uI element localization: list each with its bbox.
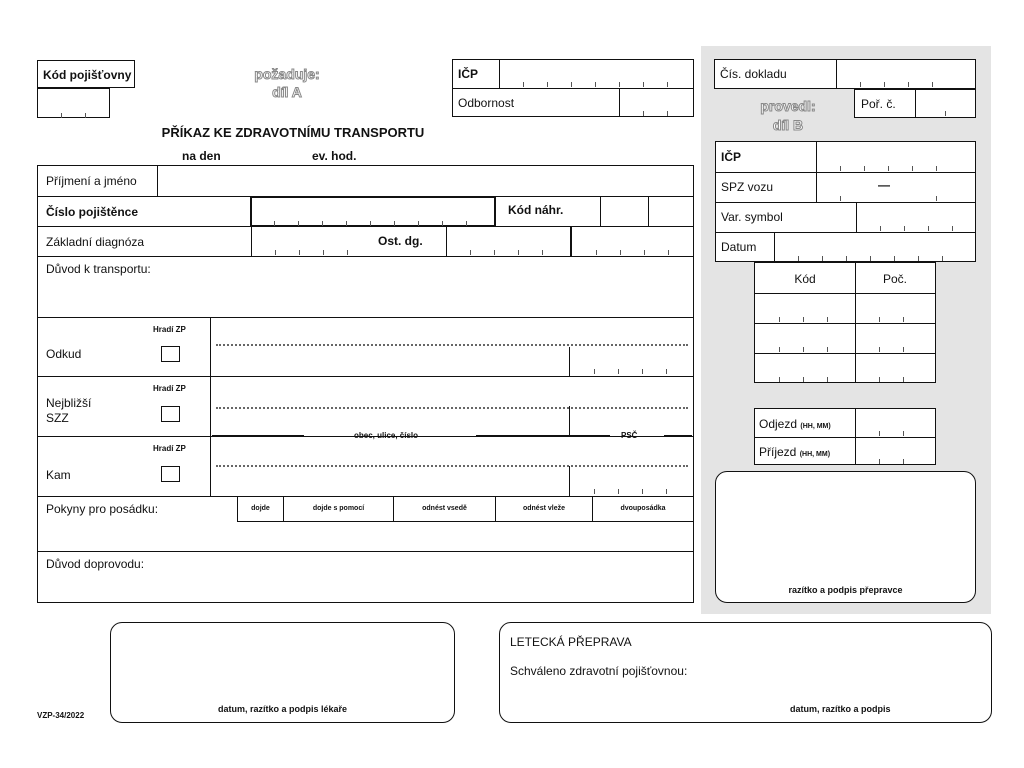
razitko-lekare-box[interactable] bbox=[110, 622, 455, 723]
letecka-preprava-title: LETECKÁ PŘEPRAVA bbox=[510, 635, 632, 649]
kod-poc-row-1[interactable] bbox=[755, 293, 935, 322]
szz-psc-line-right bbox=[664, 435, 692, 436]
kam-label: Kam bbox=[46, 468, 71, 482]
page-title: PŘÍKAZ KE ZDRAVOTNÍMU TRANSPORTU bbox=[161, 125, 425, 140]
szz-psc-line-left bbox=[570, 435, 610, 436]
prijezd-label: Příjezd (HH, MM) bbox=[759, 445, 831, 459]
dil-a-label: díl A bbox=[272, 84, 302, 100]
pokyny-option-dojde[interactable]: dojde bbox=[237, 496, 284, 522]
dil-b-icp-field[interactable] bbox=[816, 142, 975, 171]
kod-header: Kód bbox=[794, 272, 816, 286]
szz-address-field[interactable] bbox=[212, 377, 568, 435]
szz-obec-line-right bbox=[476, 435, 570, 436]
provedl-label: provedl: bbox=[760, 98, 816, 114]
odkud-psc-field[interactable] bbox=[570, 347, 692, 375]
pozaduje-label: požaduje: bbox=[254, 66, 320, 82]
cislo-pojistence-label: Číslo pojištěnce bbox=[46, 205, 139, 219]
form-code: VZP-34/2022 bbox=[37, 711, 85, 720]
prijezd-field[interactable] bbox=[856, 437, 935, 464]
duvod-doprovodu-label: Důvod doprovodu: bbox=[46, 557, 145, 571]
ev-hod-label: ev. hod. bbox=[312, 149, 357, 163]
var-symbol-label: Var. symbol bbox=[721, 210, 783, 224]
ost-dg-field-2[interactable] bbox=[572, 227, 692, 256]
szz-psc-field[interactable] bbox=[570, 407, 692, 435]
kam-hradi-zp-checkbox[interactable] bbox=[161, 466, 180, 482]
odkud-label: Odkud bbox=[46, 347, 82, 361]
kod-pojistovny-label-box bbox=[37, 60, 135, 88]
hradi-zp-szz-label: Hradí ZP bbox=[153, 384, 186, 393]
hradi-zp-odkud-label: Hradí ZP bbox=[153, 325, 186, 334]
odjezd-label: Odjezd (HH, MM) bbox=[759, 417, 831, 431]
razitko-podpis-label: datum, razítko a podpis bbox=[790, 704, 891, 714]
spz-dash: — bbox=[878, 178, 890, 192]
nejblizsi-label: Nejbližší bbox=[46, 396, 92, 410]
szz-obec-line-left bbox=[212, 435, 304, 436]
duvod-transportu-field[interactable] bbox=[38, 277, 692, 315]
kod-poc-row-3[interactable] bbox=[755, 353, 935, 382]
kod-pojistovny-field[interactable] bbox=[37, 88, 110, 118]
szz-hradi-zp-checkbox[interactable] bbox=[161, 406, 180, 422]
spz-label: SPZ vozu bbox=[721, 180, 774, 194]
letecka-preprava-box[interactable] bbox=[499, 622, 992, 723]
dil-b-label: díl B bbox=[772, 117, 804, 133]
cis-dokladu-field[interactable] bbox=[836, 60, 975, 88]
duvod-doprovodu-field[interactable] bbox=[38, 551, 692, 602]
obec-ulice-cislo-label: obec, ulice, číslo bbox=[354, 431, 419, 440]
pokyny-option-dojde-s-pomoci[interactable]: dojde s pomocí bbox=[284, 496, 394, 522]
psc-label: PSČ bbox=[621, 431, 638, 440]
zakladni-diagnoza-label: Základní diagnóza bbox=[46, 235, 145, 249]
kod-poc-row-2[interactable] bbox=[755, 323, 935, 352]
schvaleno-label: Schváleno zdravotní pojišťovnou: bbox=[510, 664, 688, 678]
odjezd-field[interactable] bbox=[856, 409, 935, 436]
na-den-label: na den bbox=[182, 149, 221, 163]
cislo-pojistence-field[interactable] bbox=[250, 196, 496, 227]
odkud-hradi-zp-checkbox[interactable] bbox=[161, 346, 180, 362]
spz-field[interactable] bbox=[816, 172, 975, 201]
odbornost-label: Odbornost bbox=[458, 96, 515, 110]
pokyny-options bbox=[237, 496, 693, 522]
var-symbol-field[interactable] bbox=[856, 202, 975, 231]
pokyny-option-dvouposadka[interactable]: dvouposádka bbox=[593, 496, 693, 522]
ost-dg-field-1[interactable] bbox=[446, 227, 570, 256]
icp-label: IČP bbox=[458, 67, 479, 81]
kod-pojistovny-label: Kód pojišťovny bbox=[43, 68, 132, 82]
por-c-field[interactable] bbox=[915, 90, 975, 117]
pokyny-option-odnest-vleze[interactable]: odnést vleže bbox=[496, 496, 593, 522]
razitko-lekare-label: datum, razítko a podpis lékaře bbox=[217, 704, 348, 714]
dil-b-icp-label: IČP bbox=[721, 150, 742, 164]
poc-header: Poč. bbox=[882, 272, 907, 286]
odbornost-field[interactable] bbox=[619, 89, 693, 116]
prijmeni-label: Příjmení a jméno bbox=[46, 174, 137, 188]
cis-dokladu-label: Čís. dokladu bbox=[720, 67, 787, 81]
pokyny-label: Pokyny pro posádku: bbox=[46, 502, 159, 516]
kam-address-field[interactable] bbox=[212, 437, 568, 495]
kam-psc-field[interactable] bbox=[570, 467, 692, 495]
ost-dg-label: Ost. dg. bbox=[378, 234, 423, 248]
datum-field[interactable] bbox=[774, 232, 975, 261]
kod-nahr-field[interactable] bbox=[600, 196, 692, 225]
odkud-address-field[interactable] bbox=[212, 317, 568, 375]
szz-label: SZZ bbox=[46, 411, 69, 425]
razitko-prepravce-label: razítko a podpis přepravce bbox=[788, 585, 903, 595]
kod-nahr-label: Kód náhr. bbox=[508, 203, 564, 217]
pokyny-option-odnest-vsede[interactable]: odnést vsedě bbox=[394, 496, 496, 522]
razitko-prepravce-box[interactable] bbox=[715, 471, 976, 603]
por-c-label: Poř. č. bbox=[861, 97, 896, 111]
duvod-transportu-label: Důvod k transportu: bbox=[46, 262, 151, 276]
icp-field[interactable] bbox=[499, 60, 693, 87]
prijmeni-field[interactable] bbox=[158, 166, 692, 195]
hradi-zp-kam-label: Hradí ZP bbox=[153, 444, 186, 453]
datum-label: Datum bbox=[721, 240, 757, 254]
